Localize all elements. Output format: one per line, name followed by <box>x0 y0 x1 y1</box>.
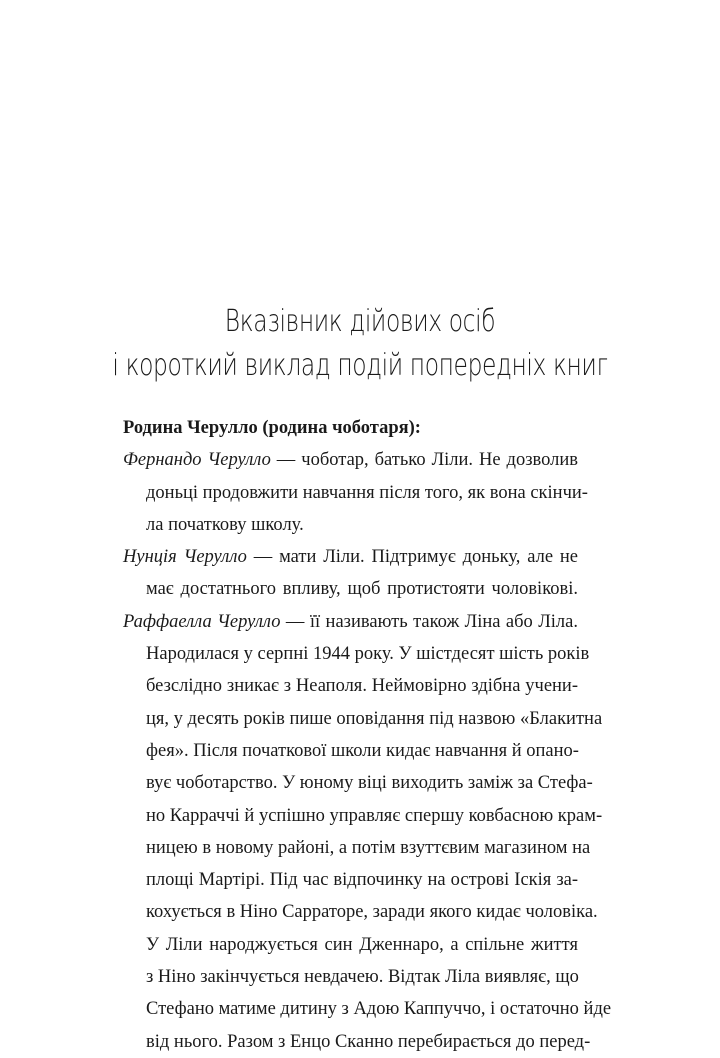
entry-fernando-first-line <box>123 444 578 476</box>
entry-line: від нього. Разом з Енцо Сканно перебирається до перед- <box>146 1031 591 1052</box>
entry-line: ла початкову школу. <box>146 514 304 535</box>
entry-text: — її називають також Ліна або Ліла. <box>280 611 578 632</box>
entry-line: площі Мартірі. Під час відпочинку на острові Іскія за- <box>146 870 578 891</box>
entry-text: — мати Ліли. Підтримує доньку, але не <box>246 547 578 568</box>
entry-line: кохується в Ніно Сарраторе, заради якого кидає чоловіка. <box>146 902 598 923</box>
character-name: Фернандо Черулло <box>123 450 271 471</box>
character-name: Раффаелла Черулло <box>123 611 281 632</box>
title-line-2: і короткий виклад подій попередніх книг <box>112 348 608 383</box>
entry-line: вує чоботарство. У юному віці виходить заміж за Стефа- <box>146 773 593 794</box>
entry-line: безслідно зникає з Неаполя. Неймовірно здібна учени- <box>146 676 578 697</box>
family-heading: Родина Черулло (родина чоботаря): <box>123 418 421 438</box>
entry-line: Стефано матиме дитину з Адою Каппуччо, і остаточно йде <box>146 999 612 1020</box>
entry-nunzia-first-line <box>123 541 578 573</box>
entry-line: має достатнього впливу, щоб протистояти чоловікові. <box>146 579 578 600</box>
entry-line: ницею в новому районі, а потім взуттєвим магазином на <box>146 837 591 858</box>
entry-line: ця, у десять років пише оповідання під назвою «Блакитна <box>146 708 603 729</box>
entry-line: У Ліли народжується син Дженнаро, а спільне життя <box>146 934 578 955</box>
body-text <box>123 412 612 1058</box>
entry-raffaella-first-line <box>123 606 578 638</box>
entry-line: но Карраччі й успішно управляє спершу ковбасною крам- <box>146 805 603 826</box>
title-line-1: Вказівник дійових осіб <box>224 304 496 339</box>
entry-line: доньці продовжити навчання після того, як вона скінчи- <box>146 482 588 503</box>
entry-text: — чоботар, батько Ліли. Не дозволив <box>270 450 578 471</box>
character-name: Нунція Черулло <box>123 547 247 568</box>
entry-line: Народилася у серпні 1944 року. У шістдесят шість років <box>146 644 590 665</box>
entry-line: з Ніно закінчується невдачею. Відтак Ліла виявляє, що <box>146 967 579 988</box>
entry-line: фея». Після початкової школи кидає навчання й опано- <box>146 740 579 761</box>
page-title <box>79 300 641 388</box>
